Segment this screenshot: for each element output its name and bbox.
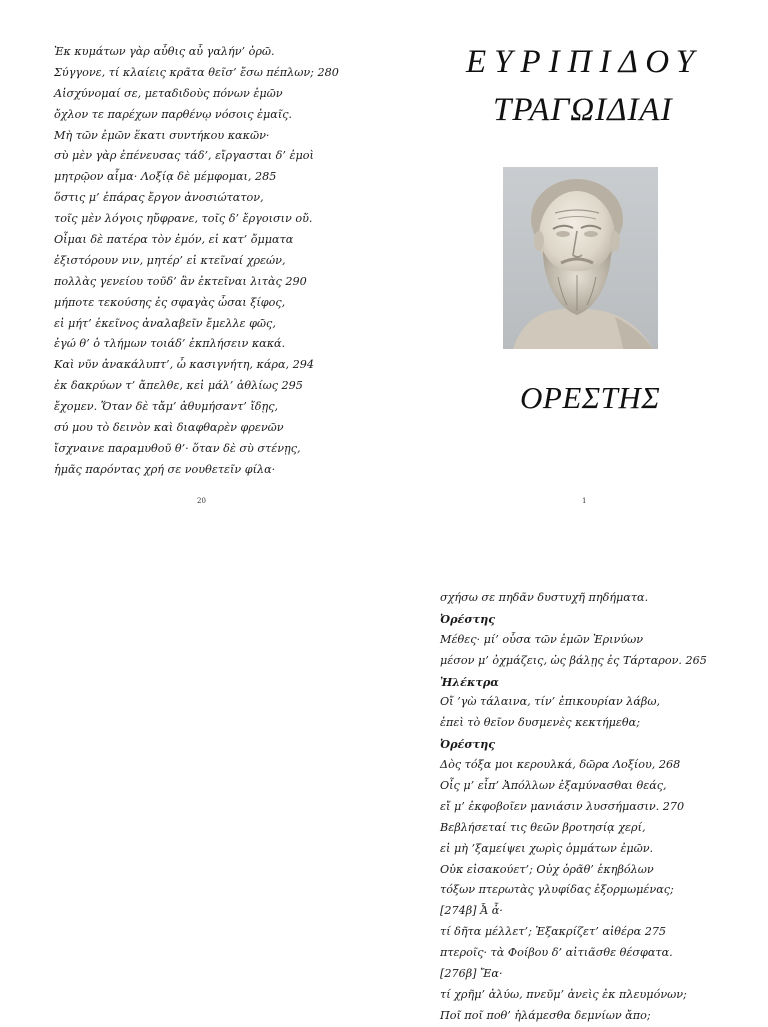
verse-line: Ἐκ κυμάτων γὰρ αὖθις αὖ γαλήν’ ὁρῶ. [54, 45, 275, 58]
euripides-bust-image [503, 167, 658, 349]
verse-line: Οὐκ εἰσακούετ’; Οὐχ ὁρᾶθ’ ἑκηβόλων [440, 862, 654, 876]
verse-line: [274β] Ἆ ἆ· [440, 904, 503, 918]
verse-line: τοῖς μὲν λόγοις ηὔφρανε, τοῖς δ’ ἔργοισιν οὔ. [54, 212, 313, 226]
verse-line: Αἰσχύνομαί σε, μεταδιδοὺς πόνων ἐμῶν [54, 86, 283, 100]
verse-line: ἴσχναινε παραμυθοῦ θ’· ὅταν δὲ σὺ στένῃς, [54, 441, 301, 455]
verse-line: Οἴ ’γὼ τάλαινα, τίν’ ἐπικουρίαν λάβω, [440, 695, 661, 709]
verse-line: Δὸς τόξα μοι κερουλκά, δῶρα Λοξίου, 268 [440, 758, 681, 772]
verse-line: ἐκ δακρύων τ’ ἄπελθε, κεἰ μάλ’ ἀθλίως 295 [54, 379, 303, 393]
book-title-author: ΕΥΡΙΠΙΔΟΥ [466, 44, 703, 80]
verse-line: ὅστις μ’ ἐπάρας ἔργον ἀνοσιώτατον, [54, 191, 264, 205]
verse-line: πολλὰς γενείου τοῦδ’ ἂν ἐκτεῖναι λιτὰς 290 [54, 274, 307, 288]
verse-line: σὺ μὲν γὰρ ἐπένευσας τάδ’, εἴργασται δ’ ἐμοὶ [54, 149, 314, 163]
book-title-tragedies: ΤΡΑΓΩΙΔΙΑΙ [493, 92, 673, 128]
verse-line: Μὴ τῶν ἐμῶν ἕκατι συντήκου κακῶν· [54, 128, 270, 142]
verse-line: Ποῖ ποῖ ποθ’ ἡλάμεσθα δεμνίων ἄπο; [440, 1008, 651, 1022]
verse-line: εἰ μὴ ’ξαμείψει χωρὶς ὀμμάτων ἐμῶν. [440, 841, 654, 855]
speaker-name: Ἠλέκτρα [440, 674, 499, 689]
verse-line: μήποτε τεκούσης ἐς σφαγὰς ὦσαι ξίφος, [54, 295, 286, 309]
verse-line: εἴ μ’ ἐκφοβοῖεν μανιάσιν λυσσήμασιν. 270 [440, 799, 685, 813]
page-number-left: 20 [197, 497, 206, 505]
verse-line: ἐγώ θ’ ὁ τλήμων τοιάδ’ ἐκπλήσειν κακά. [54, 337, 286, 351]
verse-line: τί δῆτα μέλλετ’; Ἐξακρίζετ’ αἰθέρα 275 [440, 925, 667, 939]
verse-line: πτεροῖς· τὰ Φοίβου δ’ αἰτιᾶσθε θέσφατα. [440, 946, 673, 960]
verse-line: τόξων πτερωτὰς γλυφίδας ἐξορμωμένας; [440, 883, 674, 897]
verse-line: σύ μου τὸ δεινὸν καὶ διαφθαρὲν φρενῶν [54, 421, 284, 435]
verse-line: σχήσω σε πηδᾶν δυστυχῆ πηδήματα. [440, 591, 649, 604]
speaker-name: Ὀρέστης [440, 737, 496, 752]
verse-line: ἔχομεν. Ὅταν δὲ τἄμ’ ἀθυμήσαντ’ ἴδῃς, [54, 400, 279, 414]
play-title: ΟΡΕΣΤΗΣ [520, 380, 661, 415]
verse-line: εἰ μήτ’ ἐκεῖνος ἀναλαβεῖν ἔμελλε φῶς, [54, 316, 276, 330]
verse-line: Καὶ νῦν ἀνακάλυπτ’, ὦ κασιγνήτη, κάρα, 294 [54, 358, 314, 372]
verse-line: ἐξιστόρουν νιν, μητέρ’ εἰ κτεῖναί χρεών, [54, 253, 286, 267]
verse-line: ὄχλον τε παρέχων παρθένῳ νόσοις ἐμαῖς. [54, 107, 293, 121]
verse-line: [276β] Ἔα· [440, 967, 503, 981]
page-number-right: 1 [582, 497, 587, 505]
verse-line: μητρῷον αἷμα· Λοξίᾳ δὲ μέμφομαι, 285 [54, 170, 277, 184]
verse-line: μέσον μ’ ὀχμάζεις, ὡς βάλῃς ἐς Τάρταρον. 265 [440, 653, 707, 667]
verse-line: Βεβλήσεταί τις θεῶν βροτησίᾳ χερί, [440, 820, 646, 834]
verse-line: τί χρῆμ’ ἀλύω, πνεῦμ’ ἀνεὶς ἐκ πλευμόνων; [440, 987, 687, 1001]
left-page-text [54, 42, 339, 481]
verse-line: Οἶμαι δὲ πατέρα τὸν ἐμόν, εἰ κατ’ ὄμματα [54, 233, 294, 247]
speaker-name: Ὀρέστης [440, 611, 496, 626]
verse-line: ἡμᾶς παρόντας χρή σε νουθετεῖν φίλα· [54, 462, 276, 476]
verse-line: Οἷς μ’ εἶπ’ Ἀπόλλων ἐξαμύνασθαι θεάς, [440, 779, 667, 793]
verse-line: ἐπεὶ τὸ θεῖον δυσμενὲς κεκτήμεθα; [440, 716, 640, 730]
verse-line: Σύγγονε, τί κλαίεις κρᾶτα θεῖσ’ ἔσω πέπλων; 280 [54, 65, 339, 79]
verse-line: Μέθες· μί’ οὖσα τῶν ἐμῶν Ἐρινύων [440, 632, 644, 646]
right-page-text [440, 588, 707, 1027]
